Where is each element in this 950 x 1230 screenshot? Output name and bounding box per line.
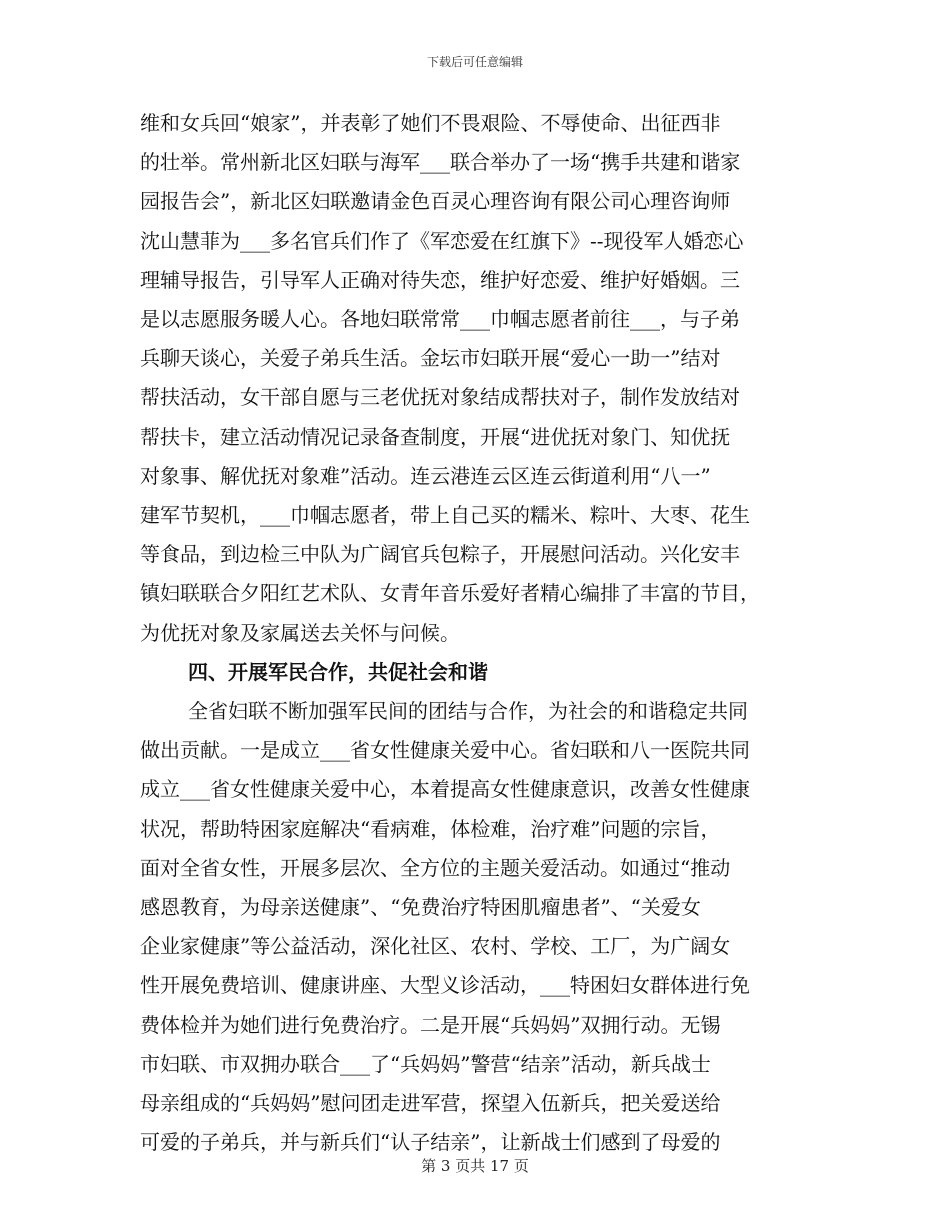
body-line: 市妇联、市双拥办联合___了“兵妈妈”警营“结亲”活动，新兵战士 — [140, 1051, 711, 1076]
body-line: 帮扶卡，建立活动情况记录备查制度，开展“进优抚对象门、知优抚 — [140, 424, 731, 449]
body-line: 兵聊天谈心，关爱子弟兵生活。金坛市妇联开展“爱心一助一”结对 — [140, 346, 721, 371]
section-heading: 四、开展军民合作，共促社会和谐 — [188, 659, 488, 684]
body-line: 企业家健康”等公益活动，深化社区、农村、学校、工厂，为广阔女 — [140, 934, 731, 959]
body-line: 等食品，到边检三中队为广阔官兵包粽子，开展慰问活动。兴化安丰 — [140, 542, 740, 567]
body-line: 成立___省女性健康关爱中心，本着提高女性健康意识，改善女性健康 — [140, 777, 750, 802]
document-body — [140, 104, 812, 1162]
body-line: 感恩教育，为母亲送健康”、“免费治疗特困肌瘤患者”、“关爱女 — [140, 895, 701, 920]
body-line: 状况，帮助特困家庭解决“看病难，体检难，治疗难”问题的宗旨， — [140, 816, 721, 841]
body-line: 帮扶活动，女干部自愿与三老优抚对象结成帮扶对子，制作发放结对 — [140, 385, 740, 410]
body-line: 镇妇联联合夕阳红艺术队、女青年音乐爱好者精心编排了丰富的节目， — [140, 581, 760, 606]
body-line: 母亲组成的“兵妈妈”慰问团走进军营，探望入伍新兵，把关爱送给 — [140, 1091, 721, 1116]
body-line: 维和女兵回“娘家”，并表彰了她们不畏艰险、不辱使命、出征西非 — [140, 111, 721, 135]
body-line: 的壮举。常州新北区妇联与海军___联合举办了一场“携手共建和谐家 — [140, 150, 741, 175]
body-line: 全省妇联不断加强军民间的团结与合作，为社会的和谐稳定共同 — [188, 699, 748, 724]
body-line: 费体检并为她们进行免费治疗。二是开展“兵妈妈”双拥行动。无锡 — [140, 1012, 721, 1037]
page-header-note: 下载后可任意编辑 — [426, 55, 523, 69]
body-line: 做出贡献。一是成立___省女性健康关爱中心。省妇联和八一医院共同 — [140, 738, 750, 763]
body-line: 性开展免费培训、健康讲座、大型义诊活动，___特困妇女群体进行免 — [140, 973, 750, 998]
body-line: 对象事、解优抚对象难”活动。连云港连云区连云街道利用“八一” — [140, 463, 711, 488]
body-line: 面对全省女性，开展多层次、全方位的主题关爱活动。如通过“推动 — [140, 855, 731, 880]
body-line: 沈山慧菲为___多名官兵们作了《军恋爱在红旗下》--现役军人婚恋心 — [140, 228, 744, 253]
page-number: 第 3 页共 17 页 — [421, 1157, 529, 1175]
body-line: 可爱的子弟兵，并与新兵们“认子结亲”，让新战士们感到了母爱的 — [140, 1130, 721, 1155]
body-line: 理辅导报告，引导军人正确对待失恋，维护好恋爱、维护好婚姻。三 — [140, 267, 740, 292]
body-line: 建军节契机，___巾帼志愿者，带上自己买的糯米、粽叶、大枣、花生 — [140, 503, 750, 528]
body-line: 园报告会”，新北区妇联邀请金色百灵心理咨询有限公司心理咨询师 — [140, 189, 731, 214]
body-line: 为优抚对象及家属送去关怀与问候。 — [140, 620, 460, 645]
body-line: 是以志愿服务暖人心。各地妇联常常___巾帼志愿者前往___，与子弟 — [140, 307, 740, 332]
